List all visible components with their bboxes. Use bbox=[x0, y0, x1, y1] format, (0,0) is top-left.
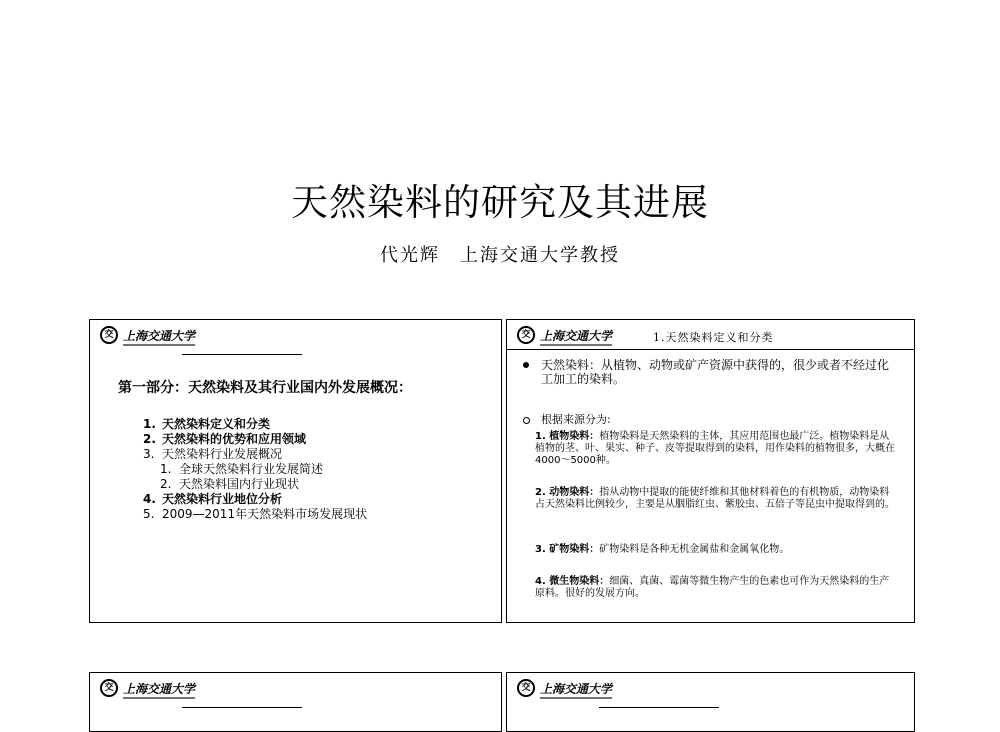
slide-thumbnail-1 bbox=[89, 319, 502, 623]
source-item-mineral: 3. 矿物染料：矿物染料是各种无机金属盐和金属氧化物。 bbox=[535, 544, 790, 555]
university-logo bbox=[100, 326, 195, 344]
outline-item: 1. 天然染料定义和分类 bbox=[143, 417, 271, 431]
university-logo bbox=[517, 326, 612, 344]
university-seal-icon: 交 bbox=[100, 326, 118, 344]
outline-subitem: 2. 天然染料国内行业现状 bbox=[160, 477, 300, 491]
author-line: 代光辉 上海交通大学教授 bbox=[380, 245, 620, 266]
outline-item: 2. 天然染料的优势和应用领域 bbox=[143, 432, 307, 446]
slide-heading: 第一部分：天然染料及其行业国内外发展概况： bbox=[118, 380, 412, 396]
outline-subitem: 1. 全球天然染料行业发展简述 bbox=[160, 462, 324, 476]
definition-bullet: 天然染料：从植物、动物或矿产资源中获得的，很少或者不经过化工加工的染料。 bbox=[523, 358, 893, 386]
outline-item: 4. 天然染料行业地位分析 bbox=[143, 492, 283, 506]
bullet-icon bbox=[523, 417, 530, 424]
university-seal-icon: 交 bbox=[517, 679, 535, 697]
university-name: 上海交通大学 bbox=[123, 681, 196, 696]
outline-list bbox=[143, 417, 367, 522]
university-name: 上海交通大学 bbox=[123, 328, 196, 343]
header-rule bbox=[182, 354, 302, 355]
source-item-plant: 1. 植物染料：植物染料是天然染料的主体，其应用范围也最广泛。植物染料是从植物的茎、叶、果实、种子、皮等提取得到的染料，用作染料的植物很多，大概在4000～5000种。 bbox=[535, 431, 895, 466]
classification-bullet: 根据来源分为: bbox=[523, 413, 611, 427]
slide-thumbnail-3 bbox=[89, 672, 502, 732]
university-name: 上海交通大学 bbox=[540, 681, 613, 696]
source-item-animal: 2. 动物染料：指从动物中提取的能使纤维和其他材料着色的有机物质，动物染料占天然染料比例较少，主要是从胭脂红虫、紫胶虫、五倍子等昆虫中提取得到的。 bbox=[535, 487, 895, 510]
document-title: 天然染料的研究及其进展 bbox=[291, 181, 709, 224]
outline-item: 5. 2009—2011年天然染料市场发展现状 bbox=[143, 507, 368, 521]
university-logo bbox=[100, 679, 195, 697]
university-seal-icon: 交 bbox=[100, 679, 118, 697]
university-name: 上海交通大学 bbox=[540, 328, 613, 343]
slide-thumbnail-2 bbox=[506, 319, 915, 623]
outline-item: 3. 天然染料行业发展概况 bbox=[143, 447, 283, 461]
slide-thumbnail-4 bbox=[506, 672, 915, 732]
header-rule bbox=[599, 707, 719, 708]
bullet-icon bbox=[523, 362, 529, 368]
header-rule bbox=[182, 707, 302, 708]
slide-heading: 1.天然染料定义和分类 bbox=[653, 331, 774, 344]
header-rule bbox=[507, 349, 915, 350]
university-seal-icon: 交 bbox=[517, 326, 535, 344]
university-logo bbox=[517, 679, 612, 697]
source-item-microbial: 4. 微生物染料：细菌、真菌、霉菌等微生物产生的色素也可作为天然染料的生产原料。很好的发展方向。 bbox=[535, 576, 890, 599]
